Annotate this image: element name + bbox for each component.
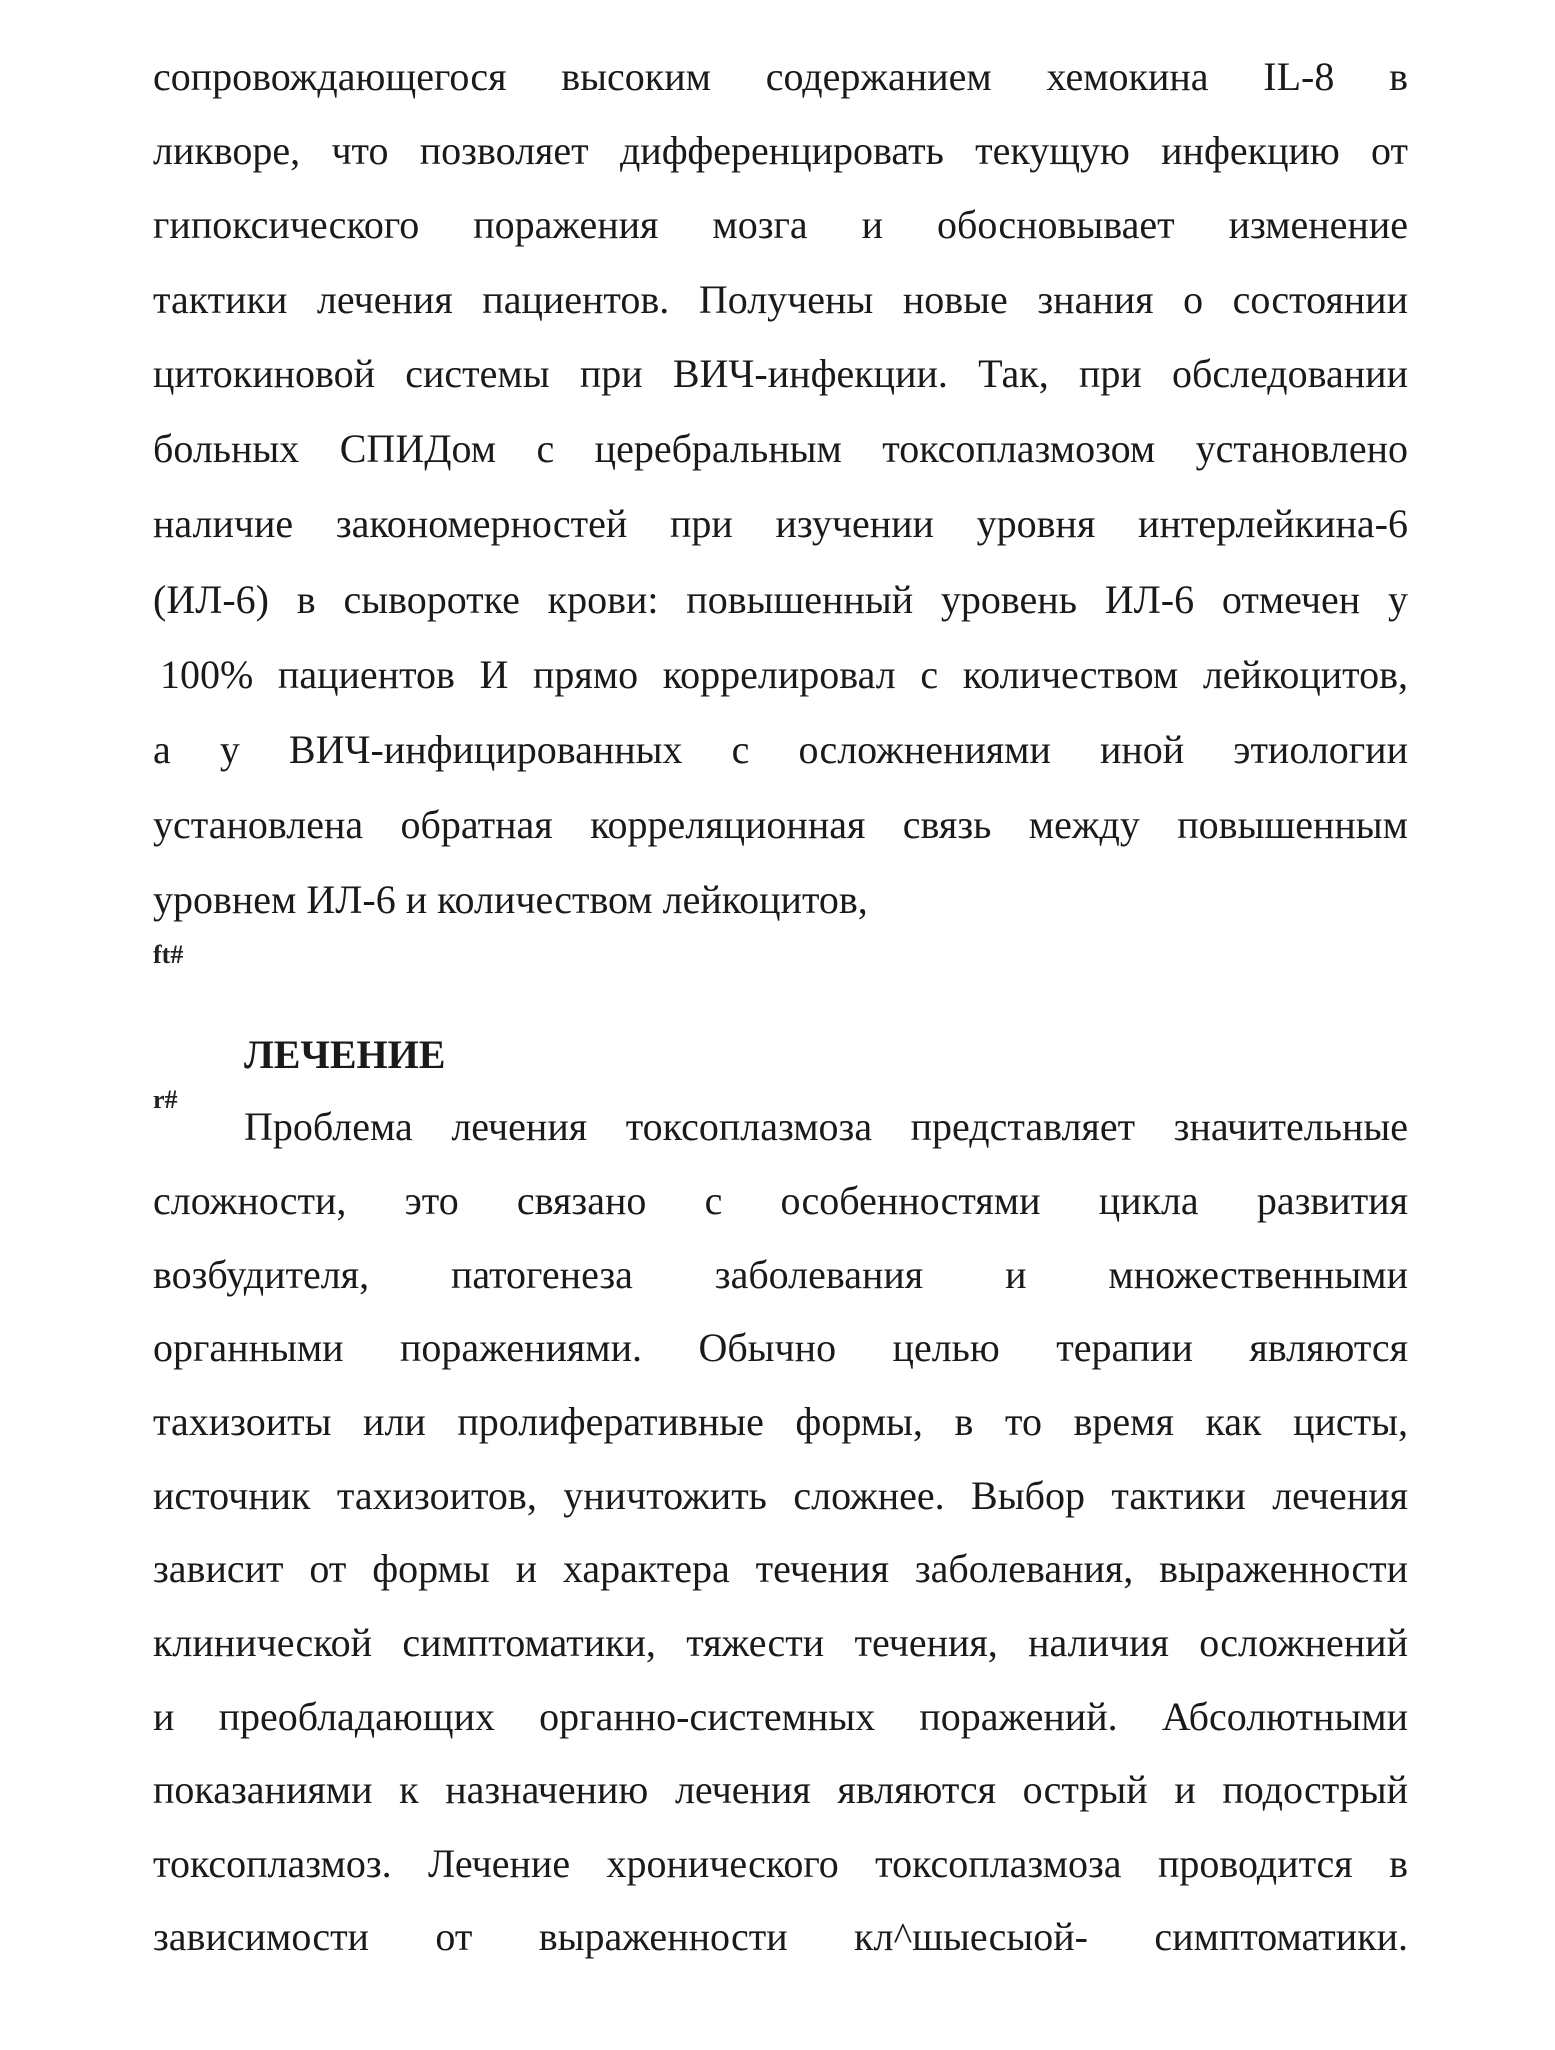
paragraph-line: сопровождающегося высоким содержанием хемокина IL-8 в — [153, 54, 1408, 99]
paragraph-line: цитокиновой системы при ВИЧ-инфекции. Так, при обследовании — [153, 351, 1408, 396]
paragraph-line: органными поражениями. Обычно целью терапии являются — [153, 1325, 1408, 1370]
paragraph-line: зависимости от выраженности кл^шыесыой- симптоматики. — [153, 1914, 1408, 1959]
paragraph-line: показаниями к назначению лечения являются острый и подострый — [153, 1767, 1408, 1812]
paragraph-line: ликворе, что позволяет дифференцировать текущую инфекцию от — [153, 128, 1408, 173]
paragraph-line: больных СПИДом с церебральным токсоплазмозом установлено — [153, 426, 1408, 471]
paragraph-line: тахизоиты или пролиферативные формы, в то время как цисты, — [153, 1399, 1408, 1444]
paragraph-line: установлена обратная корреляционная связь между повышенным — [153, 802, 1408, 847]
scan-artifact: r# — [153, 1085, 178, 1114]
paragraph-line: а у ВИЧ-инфицированных с осложнениями иной этиологии — [153, 727, 1408, 772]
paragraph-line: возбудителя, патогенеза заболевания и множественными — [153, 1252, 1408, 1297]
paragraph-line: гипоксического поражения мозга и обосновывает изменение — [153, 202, 1408, 247]
section-heading: ЛЕЧЕНИЕ — [244, 1032, 446, 1077]
paragraph-line: зависит от формы и характера течения заболевания, выраженности — [153, 1546, 1408, 1591]
paragraph-line: наличие закономерностей при изучении уровня интерлейкина-6 — [153, 501, 1408, 546]
paragraph-line: (ИЛ-6) в сыворотке крови: повышенный уровень ИЛ-6 отмечен у — [153, 577, 1408, 622]
paragraph-line: 100% пациентов И прямо коррелировал с количеством лейкоцитов, — [160, 652, 1408, 697]
paragraph-line: токсоплазмоз. Лечение хронического токсоплазмоза проводится в — [153, 1841, 1408, 1886]
paragraph-line: клинической симптоматики, тяжести течения, наличия осложнений — [153, 1620, 1408, 1665]
paragraph-line: Проблема лечения токсоплазмоза представляет значительные — [244, 1104, 1408, 1149]
paragraph-line: источник тахизоитов, уничтожить сложнее. Выбор тактики лечения — [153, 1473, 1408, 1518]
paragraph-line: сложности, это связано с особенностями цикла развития — [153, 1178, 1408, 1223]
scan-artifact: ft# — [153, 940, 184, 969]
paragraph-line: тактики лечения пациентов. Получены новые знания о состоянии — [153, 277, 1408, 322]
paragraph-line: уровнем ИЛ-6 и количеством лейкоцитов, — [153, 877, 868, 922]
paragraph-line: и преобладающих органно-системных поражений. Абсолютными — [153, 1694, 1408, 1739]
